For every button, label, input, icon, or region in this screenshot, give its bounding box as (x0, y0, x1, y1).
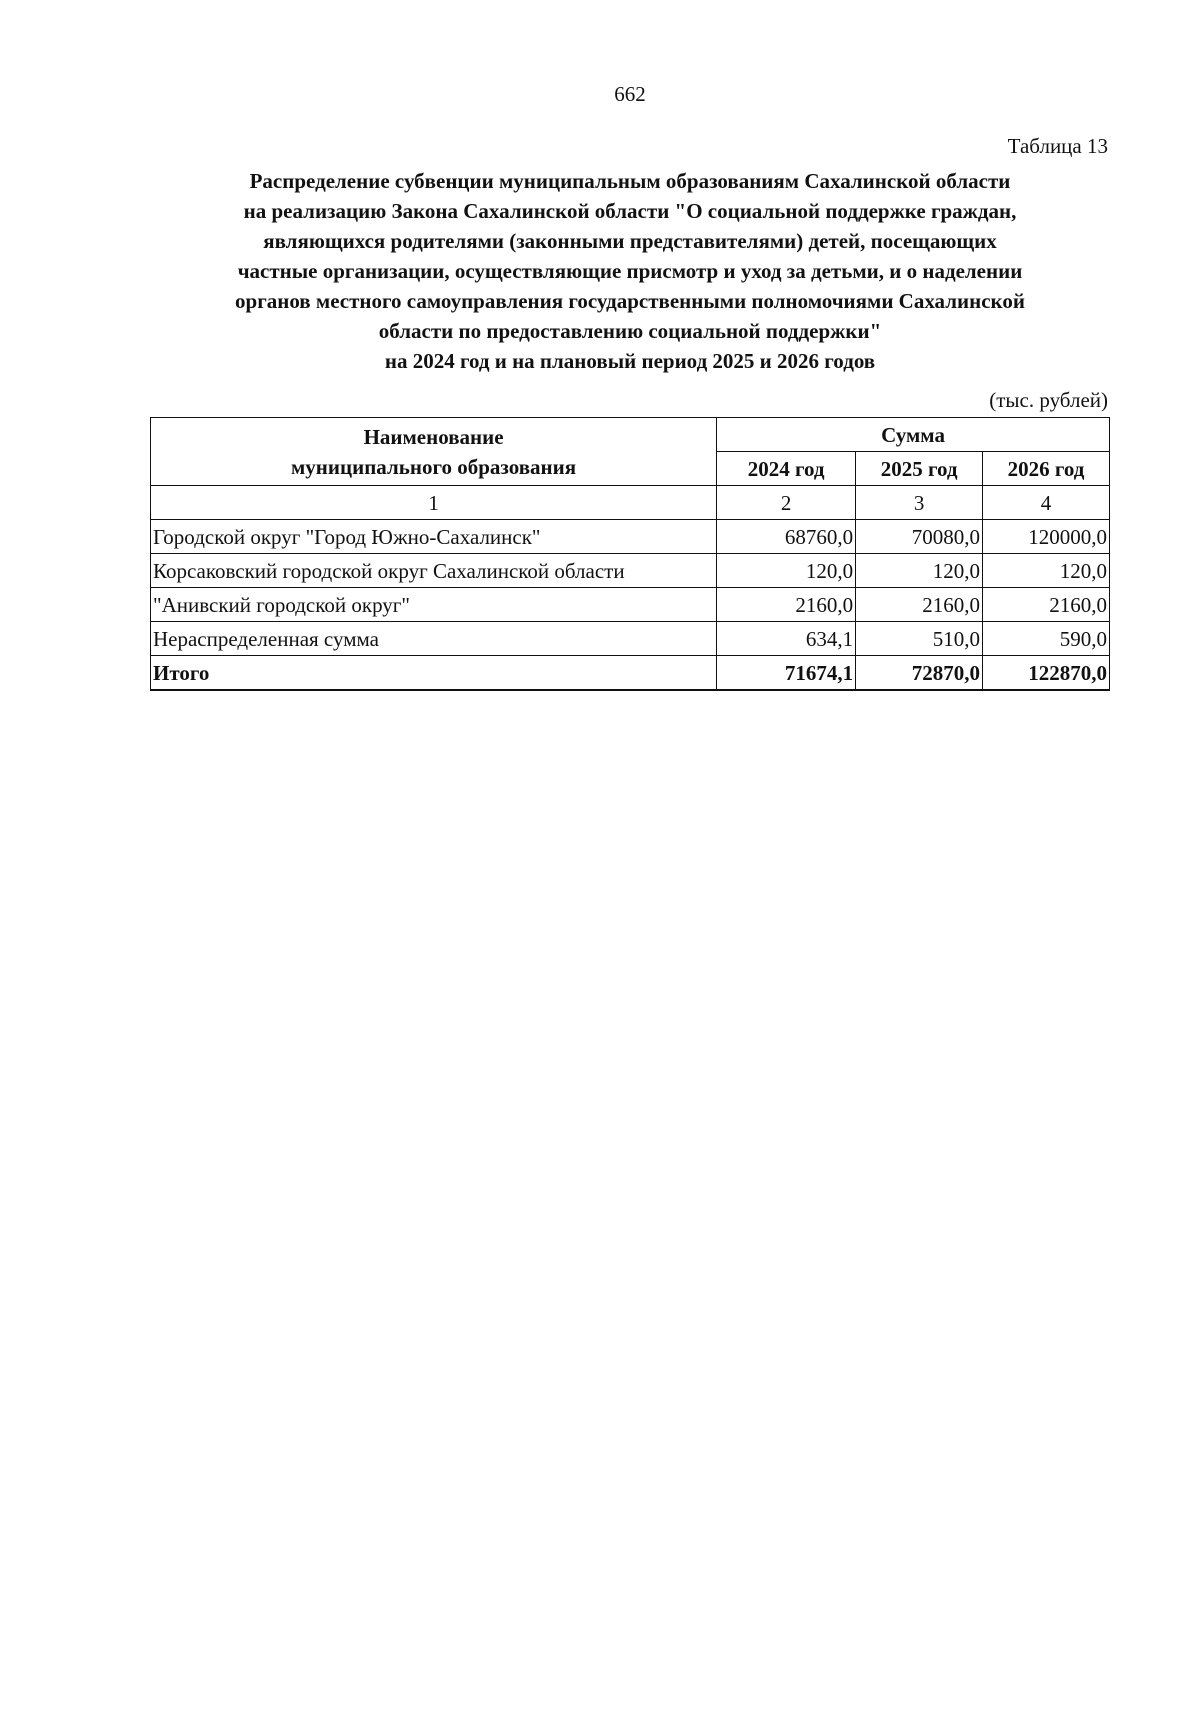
row-value-cell: 68760,0 (717, 520, 856, 554)
row-value-cell: 510,0 (856, 622, 983, 656)
row-value-cell: 2160,0 (983, 588, 1110, 622)
column-number-row (151, 486, 1110, 520)
header-sum-cell: Сумма (717, 418, 1110, 452)
row-value-cell: 634,1 (717, 622, 856, 656)
table-row (151, 588, 1110, 622)
row-value-cell: 120000,0 (983, 520, 1110, 554)
column-number-cell: 2 (717, 486, 856, 520)
title-line: частные организации, осуществляющие присмотр и уход за детьми, и о наделении (237, 259, 1023, 283)
row-value-cell: 120,0 (983, 554, 1110, 588)
table-header-row (151, 418, 1110, 452)
row-value-cell: 120,0 (717, 554, 856, 588)
row-name-cell: "Анивский городской округ" (151, 588, 717, 622)
row-value-cell: 2160,0 (856, 588, 983, 622)
column-number-cell: 1 (151, 486, 717, 520)
total-value-cell: 122870,0 (983, 656, 1110, 691)
page-number: 662 (614, 82, 646, 106)
table-label: Таблица 13 (1007, 134, 1108, 158)
title-line: на реализацию Закона Сахалинской области "О социальной поддержке граждан, (243, 199, 1017, 223)
row-name-cell: Корсаковский городской округ Сахалинской области (151, 554, 717, 588)
units-note: (тыс. рублей) (989, 388, 1108, 412)
total-value-cell: 71674,1 (717, 656, 856, 691)
row-value-cell: 70080,0 (856, 520, 983, 554)
table-row (151, 554, 1110, 588)
subvention-table (150, 417, 1110, 691)
row-value-cell: 590,0 (983, 622, 1110, 656)
total-row (151, 656, 1110, 691)
header-year-cell: 2024 год (717, 452, 856, 486)
title-line: на 2024 год и на плановый период 2025 и 2026 годов (384, 349, 876, 373)
table-row (151, 622, 1110, 656)
row-value-cell: 2160,0 (717, 588, 856, 622)
document-title (150, 166, 1110, 376)
total-value-cell: 72870,0 (856, 656, 983, 691)
header-name-cell (151, 418, 717, 486)
row-name-cell: Нераспределенная сумма (151, 622, 717, 656)
header-year-cell: 2026 год (983, 452, 1110, 486)
row-name-cell: Городской округ "Город Южно-Сахалинск" (151, 520, 717, 554)
table-row (151, 520, 1110, 554)
header-name-line: Наименование (363, 424, 504, 449)
title-line: являющихся родителями (законными представителями) детей, посещающих (263, 229, 997, 253)
total-name-cell: Итого (151, 656, 717, 691)
title-line: Распределение субвенции муниципальным образованиям Сахалинской области (249, 169, 1011, 193)
row-value-cell: 120,0 (856, 554, 983, 588)
column-number-cell: 4 (983, 486, 1110, 520)
title-line: области по предоставлению социальной поддержки" (378, 319, 882, 343)
column-number-cell: 3 (856, 486, 983, 520)
header-year-cell: 2025 год (856, 452, 983, 486)
header-name-line: муниципального образования (291, 454, 577, 479)
title-line: органов местного самоуправления государственными полномочиями Сахалинской (235, 289, 1025, 313)
